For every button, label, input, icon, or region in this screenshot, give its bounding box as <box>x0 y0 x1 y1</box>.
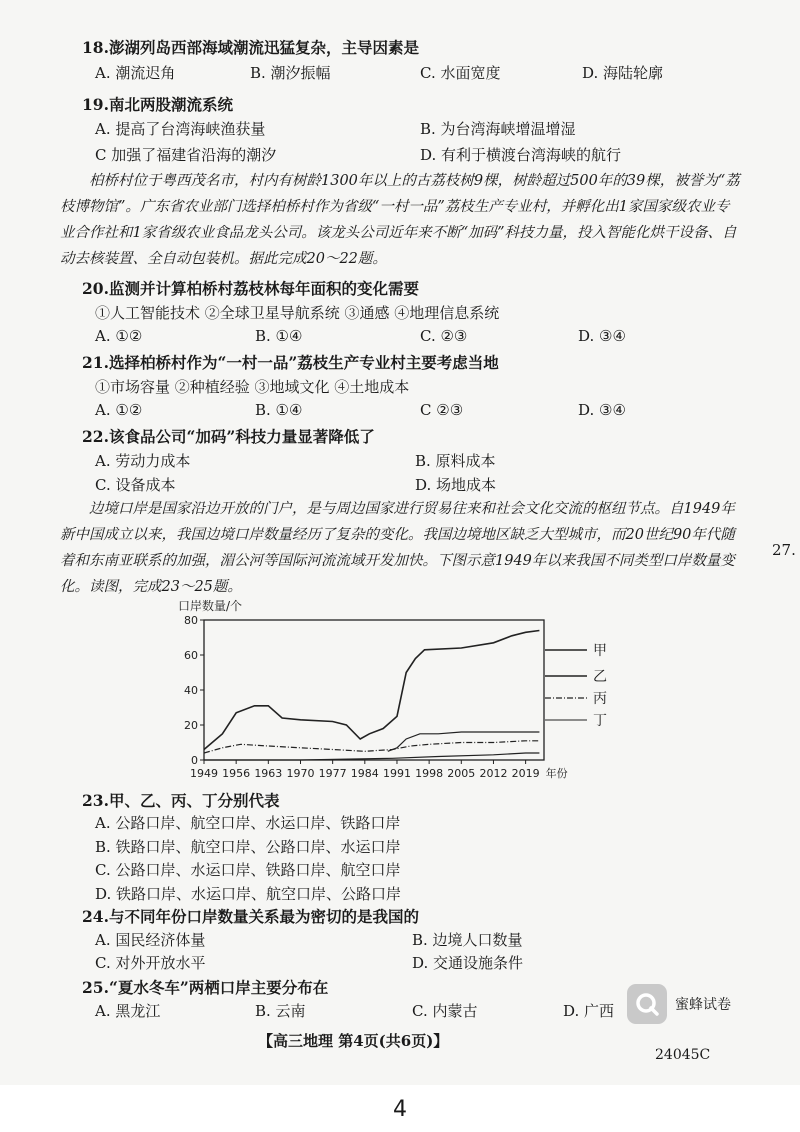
question-24-option-a[interactable]: A. 国民经济体量 <box>95 931 206 949</box>
question-23-option-a[interactable]: A. 公路口岸、航空口岸、水运口岸、铁路口岸 <box>95 814 401 832</box>
question-24-option-b[interactable]: B. 边境人口数量 <box>412 931 523 949</box>
legend-label-yi: 乙 <box>593 669 607 685</box>
series-line-2 <box>388 732 540 751</box>
x-tick-label: 1970 <box>286 767 315 780</box>
question-22-stem: 22.该食品公司“加码”科技力量显著降低了 <box>82 427 375 446</box>
watermark-text: 蜜蜂试卷 <box>675 997 731 1013</box>
x-tick-label: 2012 <box>479 767 508 780</box>
question-20-statements: ①人工智能技术 ②全球卫星导航系统 ③通感 ④地理信息系统 <box>95 304 500 322</box>
side-question-number: 27. <box>772 541 796 559</box>
question-21-option-c[interactable]: C ②③ <box>420 401 464 419</box>
legend-label-ding: 丁 <box>593 713 607 729</box>
question-23-option-d[interactable]: D. 铁路口岸、水运口岸、航空口岸、公路口岸 <box>95 885 402 903</box>
question-25-option-d[interactable]: D. 广西 <box>563 1002 615 1020</box>
question-23-stem: 23.甲、乙、丙、丁分别代表 <box>82 791 280 810</box>
question-25-option-a[interactable]: A. 黑龙江 <box>95 1002 161 1020</box>
plot-frame <box>204 620 544 760</box>
question-19-option-b[interactable]: B. 为台湾海峡增温增湿 <box>420 120 576 138</box>
question-19-option-c[interactable]: C 加强了福建省沿海的潮汐 <box>95 146 277 164</box>
x-tick-label: 2005 <box>447 767 476 780</box>
question-21-stem: 21.选择柏桥村作为“一村一品”荔枝生产专业村主要考虑当地 <box>82 353 499 372</box>
x-axis-label: 年份 <box>545 767 568 780</box>
legend-label-jia: 甲 <box>593 643 607 659</box>
x-tick-label: 2019 <box>511 767 540 780</box>
question-19-stem: 19.南北两股潮流系统 <box>82 95 233 114</box>
question-18-option-c[interactable]: C. 水面宽度 <box>420 64 501 82</box>
question-24-option-d[interactable]: D. 交通设施条件 <box>412 954 524 972</box>
question-22-option-d[interactable]: D. 场地成本 <box>415 476 497 494</box>
question-22-option-a[interactable]: A. 劳动力成本 <box>95 452 191 470</box>
watermark-badge[interactable] <box>627 984 731 1024</box>
x-tick-label: 1984 <box>350 767 379 780</box>
x-tick-label: 1998 <box>415 767 444 780</box>
y-tick-label: 80 <box>184 614 198 627</box>
question-20-option-d[interactable]: D. ③④ <box>578 327 626 345</box>
question-20-stem: 20.监测并计算柏桥村荔枝林每年面积的变化需要 <box>82 279 419 298</box>
question-18-stem: 18.澎湖列岛西部海域潮流迅猛复杂，主导因素是 <box>82 38 419 57</box>
passage-border-ports: 边境口岸是国家沿边开放的门户，是与周边国家进行贸易往来和社会文化交流的枢纽节点。自1949年新中国成立以来，我国边境口岸数量经历了复杂的变化。我国边境地区缺乏大型城市，而20世纪90年代随着和东南亚联系的加强，湄公河等国际河流流域开发加快。下图示意1949年以来我国不同类型口岸数量变化。读图，完成23～25题。 <box>60 501 735 595</box>
x-tick-label: 1963 <box>254 767 283 780</box>
question-23-option-b[interactable]: B. 铁路口岸、航空口岸、公路口岸、水运口岸 <box>95 838 401 856</box>
question-21-option-d[interactable]: D. ③④ <box>578 401 626 419</box>
series-line-3 <box>204 741 539 753</box>
x-tick-label: 1956 <box>222 767 251 780</box>
page-number: 4 <box>393 1097 407 1122</box>
question-23-option-c[interactable]: C. 公路口岸、水运口岸、铁路口岸、航空口岸 <box>95 861 401 879</box>
x-tick-label: 1991 <box>382 767 411 780</box>
question-19-option-a[interactable]: A. 提高了台湾海峡渔获量 <box>95 120 266 138</box>
question-21-option-b[interactable]: B. ①④ <box>255 401 303 419</box>
question-21-option-a[interactable]: A. ①② <box>95 401 143 419</box>
x-tick-label: 1949 <box>190 767 218 780</box>
question-24-option-c[interactable]: C. 对外开放水平 <box>95 954 206 972</box>
passage-bai-qiao-village: 柏桥村位于粤西茂名市，村内有树龄1300年以上的古荔枝树9棵，树龄超过500年的39棵，被誉为“荔枝博物馆”。广东省农业部门选择柏桥村作为省级“一村一品”荔枝生产专业村，并孵化出1家国家级农业专业合作社和1家省级农业食品龙头公司。该龙头公司近年来不断“加码”科技力量，投入智能化烘干设备、自动去核装置、全自动包装机。据此完成20～22题。 <box>60 173 740 267</box>
y-tick-label: 0 <box>191 754 198 767</box>
question-20-option-b[interactable]: B. ①④ <box>255 327 303 345</box>
y-tick-label: 20 <box>184 719 198 732</box>
y-tick-label: 40 <box>184 684 198 697</box>
question-25-stem: 25.“夏水冬车”两栖口岸主要分布在 <box>82 978 329 997</box>
series-line-4 <box>204 753 539 760</box>
search-icon <box>627 984 667 1024</box>
y-axis-label: 口岸数量/个 <box>178 599 243 613</box>
legend-label-bing: 丙 <box>593 691 607 707</box>
exam-code: 24045C <box>655 1047 711 1063</box>
question-22-option-c[interactable]: C. 设备成本 <box>95 476 176 494</box>
question-21-statements: ①市场容量 ②种植经验 ③地域文化 ④土地成本 <box>95 378 410 396</box>
page-footer: 【高三地理 第4页(共6页)】 <box>258 1032 449 1050</box>
question-18-option-d[interactable]: D. 海陆轮廓 <box>582 64 664 82</box>
question-18-option-a[interactable]: A. 潮流迟角 <box>95 64 176 82</box>
question-20-option-c[interactable]: C. ②③ <box>420 327 468 345</box>
question-20-option-a[interactable]: A. ①② <box>95 327 143 345</box>
question-18-option-b[interactable]: B. 潮汐振幅 <box>250 64 331 82</box>
question-19-option-d[interactable]: D. 有利于横渡台湾海峡的航行 <box>420 146 622 164</box>
question-25-option-b[interactable]: B. 云南 <box>255 1002 306 1020</box>
question-22-option-b[interactable]: B. 原料成本 <box>415 452 496 470</box>
question-24-stem: 24.与不同年份口岸数量关系最为密切的是我国的 <box>82 907 419 926</box>
chart-legend <box>545 640 590 730</box>
y-tick-label: 60 <box>184 649 198 662</box>
x-tick-label: 1977 <box>318 767 347 780</box>
question-25-option-c[interactable]: C. 内蒙古 <box>412 1002 478 1020</box>
